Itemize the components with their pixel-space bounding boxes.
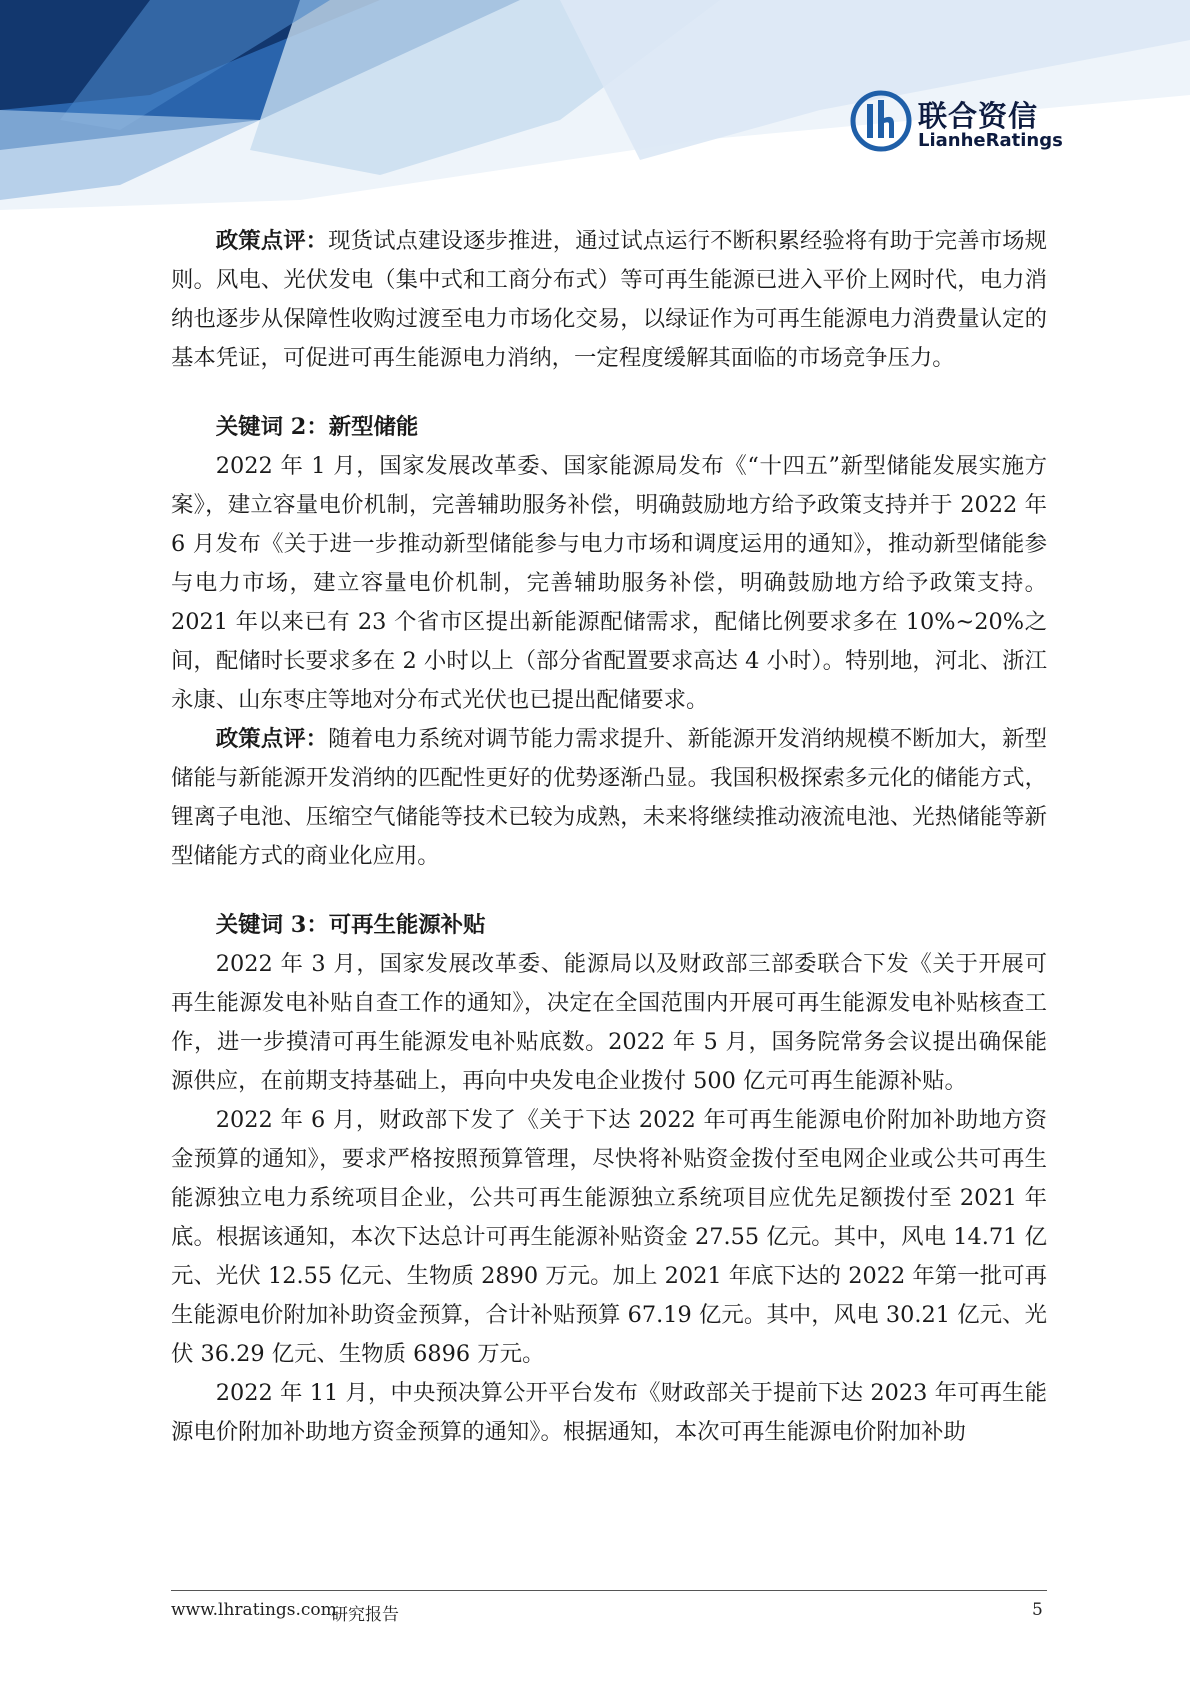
logo-text-en: LianheRatings	[918, 130, 1063, 151]
section-heading: 关键词 3：可再生能源补贴	[215, 912, 486, 938]
paragraph: 2022 年 3 月，国家发展改革委、能源局以及财政部三部委联合下发《关于开展可再生能源发电补贴自查工作的通知》，决定在全国范围内开展可再生能源发电补贴核查工作，进一步摸清可再生能源发电补贴底数。2022 年 5 月，国务院常务会议提出确保能源供应，在前期支持基础上，再向中央发电企业拨付 500 亿元可再生能源补贴。	[171, 951, 1047, 1094]
paragraph-lead: 政策点评：	[215, 228, 329, 254]
company-logo	[850, 90, 1063, 160]
paragraph	[171, 720, 1047, 876]
paragraph-text: 现货试点建设逐步推进，通过试点运行不断积累经验将有助于完善市场规则。风电、光伏发电（集中式和工商分布式）等可再生能源已进入平价上网时代，电力消纳也逐步从保障性收购过渡至电力市场化交易，以绿证作为可再生能源电力消费量认定的基本凭证，可促进可再生能源电力消纳，一定程度缓解其面临的市场竞争压力。	[171, 228, 1048, 371]
footer-label: 研究报告	[331, 1605, 399, 1625]
footer-divider	[171, 1590, 1047, 1591]
paragraph-lead: 政策点评：	[215, 726, 329, 752]
paragraph: 2022 年 11 月，中央预决算公开平台发布《财政部关于提前下达 2023 年可再生能源电价附加补助地方资金预算的通知》。根据通知，本次可再生能源电价附加补助	[171, 1380, 1047, 1445]
footer-url: www.lhratings.com	[171, 1600, 337, 1620]
paragraph-text: 随着电力系统对调节能力需求提升、新能源开发消纳规模不断加大，新型储能与新能源开发消纳的匹配性更好的优势逐渐凸显。我国积极探索多元化的储能方式，锂离子电池、压缩空气储能等技术已较为成熟，未来将继续推动液流电池、光热储能等新型储能方式的商业化应用。	[171, 726, 1048, 869]
logo-text-cn: 联合资信	[918, 99, 1039, 133]
report-body	[171, 222, 1047, 1452]
paragraph	[171, 222, 1047, 378]
lianhe-logo-icon	[850, 90, 912, 152]
section-heading: 关键词 2：新型储能	[215, 414, 419, 440]
paragraph: 2022 年 6 月，财政部下发了《关于下达 2022 年可再生能源电价附加补助地方资金预算的通知》，要求严格按照预算管理，尽快将补贴资金拨付至电网企业或公共可再生能源独立电力系统项目企业，公共可再生能源独立系统项目应优先足额拨付至 2021 年底。根据该通知，本次下达总计可再生能源补贴资金 27.55 亿元。其中，风电 14.71 亿元、光伏 12.55 亿元、生物质 2890 万元。加上 2021 年底下达的 2022 年第一批可再生能源电价附加补助资金预算，合计补贴预算 67.19 亿元。其中，风电 30.21 亿元、光伏 36.29 亿元、生物质 6896 万元。	[171, 1107, 1047, 1367]
paragraph: 2022 年 1 月，国家发展改革委、国家能源局发布《“十四五”新型储能发展实施方案》，建立容量电价机制，完善辅助服务补偿，明确鼓励地方给予政策支持并于 2022 年 6 月发布《关于进一步推动新型储能参与电力市场和调度运用的通知》，推动新型储能参与电力市场，建立容量电价机制，完善辅助服务补偿，明确鼓励地方给予政策支持。2021 年以来已有 23 个省市区提出新能源配储需求，配储比例要求多在 10%~20%之间，配储时长要求多在 2 小时以上（部分省配置要求高达 4 小时）。特别地，河北、浙江永康、山东枣庄等地对分布式光伏也已提出配储要求。	[171, 453, 1047, 713]
page-number: 5	[1032, 1600, 1043, 1620]
